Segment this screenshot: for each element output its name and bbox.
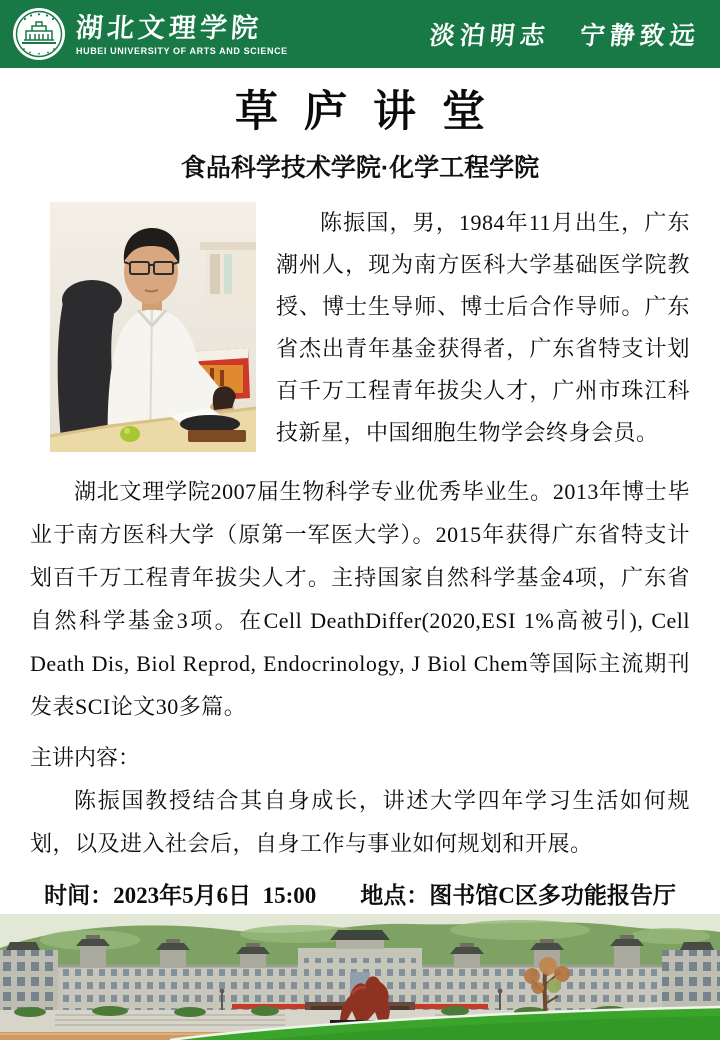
location-label: 地点： [360, 883, 430, 908]
speaker-bio: 陈振国，男，1984年11月出生，广东潮州人，现为南方医科大学基础医学院教授、博士生导师、博士后合作导师。广东省杰出青年基金获得者，广东省特支计划百千万工程青年拔尖人才，广州市珠江科技新星，中国细胞生物学会终身会员。 [276, 210, 690, 445]
campus-panorama-photo [0, 914, 720, 1040]
university-name-block [76, 13, 288, 56]
header-bar [0, 0, 720, 68]
university-motto: 淡泊明志 宁静致远 [428, 23, 702, 50]
time-value: 2023年5月6日 15:00 [113, 883, 317, 908]
university-name-cn: 湖北文理学院 [74, 12, 264, 43]
location-item [360, 881, 676, 911]
lecture-series-title: 草庐讲堂 [235, 89, 511, 136]
speaker-section [30, 202, 690, 454]
host-colleges-subtitle: 食品科学技术学院·化学工程学院 [180, 154, 540, 182]
career-paragraph: 湖北文理学院2007届生物科学专业优秀毕业生。2013年博士毕业于南方医科大学（原第一军医大学）。2015年获得广东省特支计划百千万工程青年拔尖人才。主持国家自然科学基金4项，广东省自然科学基金3项。在Cell DeathDiffer(2020,ESI 1%高被引), Cell Death Dis, Biol Reprod, Endocrinology, J Biol Chem等国际主流期刊发表SCI论文30多篇。 [30, 479, 690, 719]
university-name-en: HUBEI UNIVERSITY OF ARTS AND SCIENCE [76, 45, 288, 56]
university-seal-icon [12, 7, 66, 61]
topic-body: 陈振国教授结合其自身成长，讲述大学四年学习生活如何规划，以及进入社会后，自身工作与事业如何规划和开展。 [30, 788, 690, 856]
schedule-line [30, 881, 690, 911]
time-label: 时间： [44, 883, 114, 908]
topic-heading: 主讲内容： [30, 745, 141, 770]
poster-body [0, 202, 720, 911]
location-value: 图书馆C区多功能报告厅 [429, 883, 676, 908]
time-item [44, 881, 316, 911]
speaker-photo [50, 202, 256, 452]
